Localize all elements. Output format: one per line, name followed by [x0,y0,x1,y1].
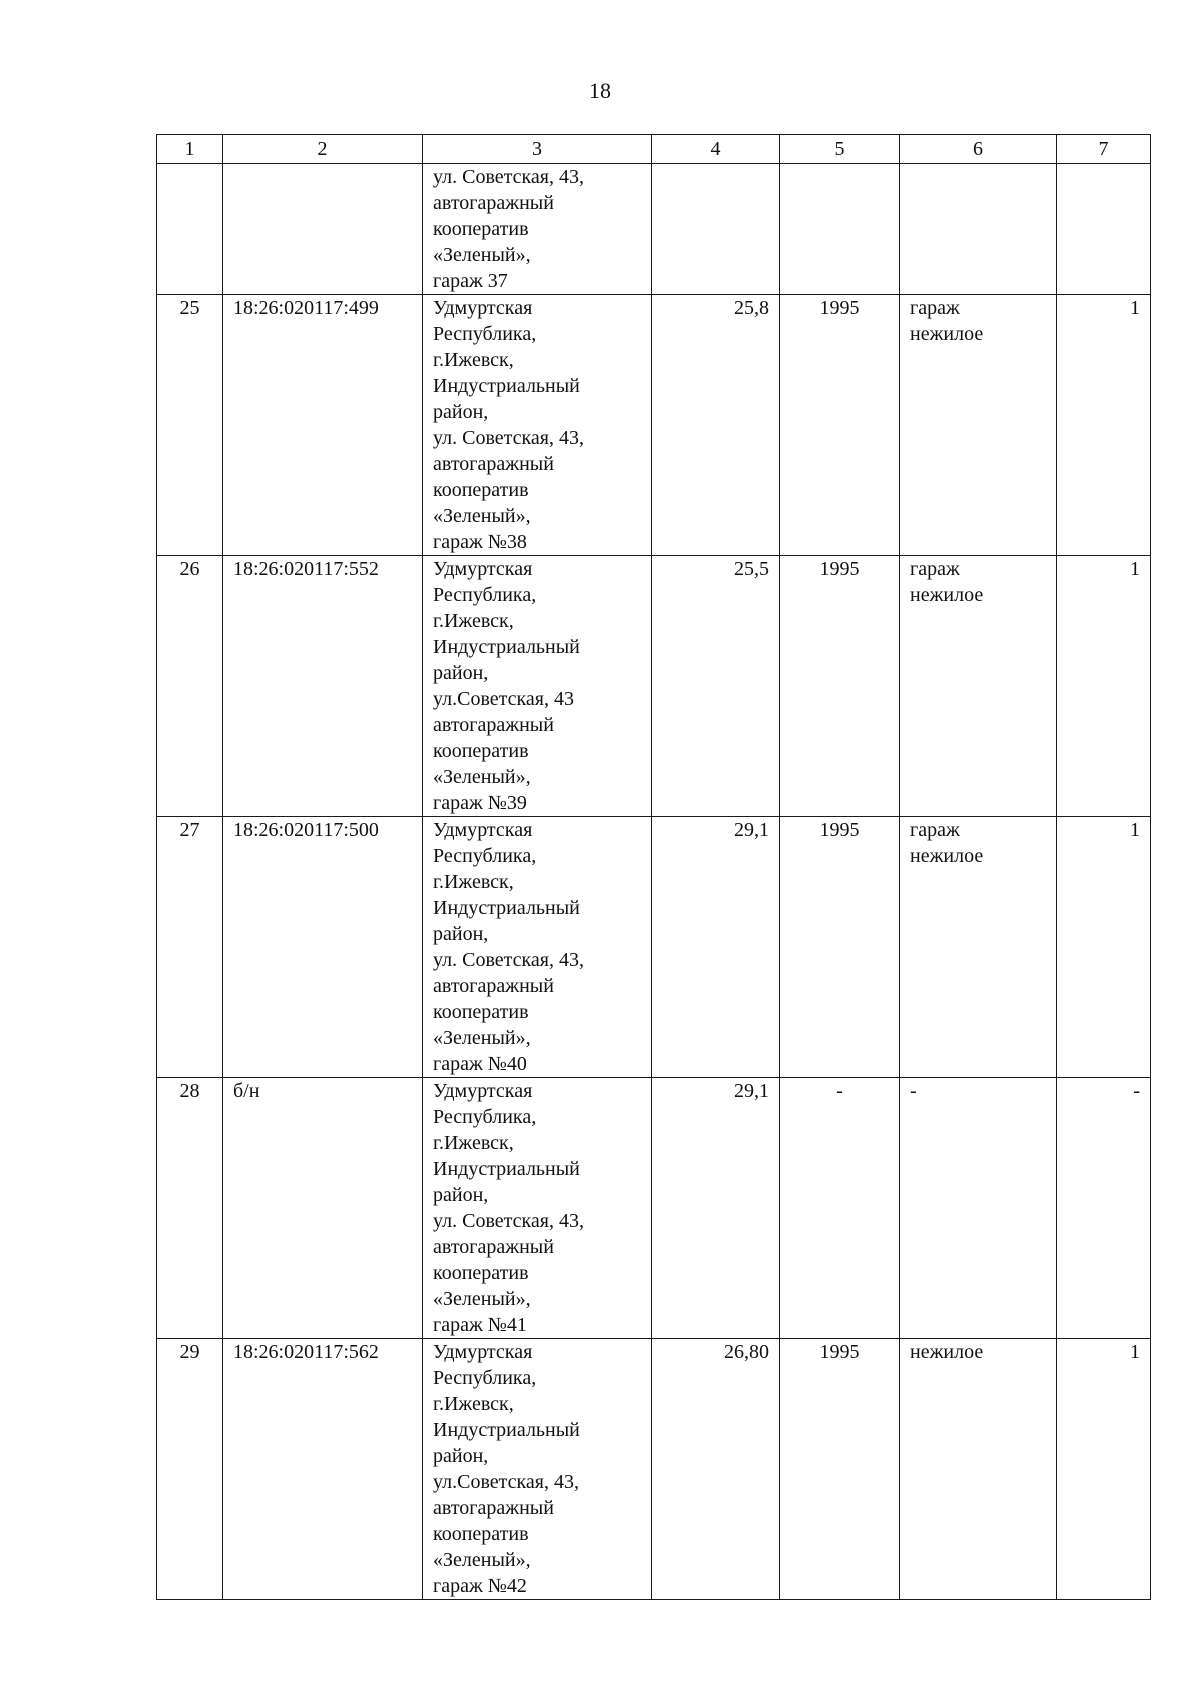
year: 1995 [780,556,900,817]
year: 1995 [780,817,900,1078]
row-number: 29 [157,1339,223,1600]
column-header-6: 6 [900,135,1057,164]
cadastral-number: 18:26:020117:499 [223,295,423,556]
purpose: гараж нежилое [900,295,1057,556]
area: 29,1 [652,1078,780,1339]
column-header-7: 7 [1057,135,1151,164]
count: 1 [1057,295,1151,556]
table-row [157,164,1151,295]
row-number: 27 [157,817,223,1078]
address: Удмуртская Республика, г.Ижевск, Индустриальный район, ул. Советская, 43, автогаражный кооператив «Зеленый», гараж №40 [423,817,652,1078]
column-header-2: 2 [223,135,423,164]
table-row [157,1339,1151,1600]
address: Удмуртская Республика, г.Ижевск, Индустриальный район, ул. Советская, 43, автогаражный кооператив «Зеленый», гараж №41 [423,1078,652,1339]
purpose: гараж нежилое [900,556,1057,817]
table-row [157,295,1151,556]
area: 29,1 [652,817,780,1078]
row-number: 26 [157,556,223,817]
count: 1 [1057,817,1151,1078]
cadastral-number: 18:26:020117:562 [223,1339,423,1600]
row-number: 25 [157,295,223,556]
table-row [157,556,1151,817]
purpose: нежилое [900,1339,1057,1600]
count: 1 [1057,556,1151,817]
address: Удмуртская Республика, г.Ижевск, Индустриальный район, ул.Советская, 43 автогаражный кооператив «Зеленый», гараж №39 [423,556,652,817]
column-header-5: 5 [780,135,900,164]
address: Удмуртская Республика, г.Ижевск, Индустриальный район, ул. Советская, 43, автогаражный кооператив «Зеленый», гараж №38 [423,295,652,556]
row-number [157,164,223,295]
year [780,164,900,295]
area: 25,5 [652,556,780,817]
column-header-1: 1 [157,135,223,164]
address: ул. Советская, 43, автогаражный кооператив «Зеленый», гараж 37 [423,164,652,295]
table-row [157,817,1151,1078]
purpose: - [900,1078,1057,1339]
address: Удмуртская Республика, г.Ижевск, Индустриальный район, ул.Советская, 43, автогаражный кооператив «Зеленый», гараж №42 [423,1339,652,1600]
table-row [157,1078,1151,1339]
column-header-3: 3 [423,135,652,164]
row-number: 28 [157,1078,223,1339]
cadastral-number [223,164,423,295]
year: 1995 [780,295,900,556]
count: - [1057,1078,1151,1339]
count: 1 [1057,1339,1151,1600]
purpose [900,164,1057,295]
area: 26,80 [652,1339,780,1600]
year: 1995 [780,1339,900,1600]
page-number: 18 [589,78,611,103]
column-header-4: 4 [652,135,780,164]
table-header-row [157,135,1151,164]
cadastral-number: б/н [223,1078,423,1339]
area [652,164,780,295]
cadastral-number: 18:26:020117:500 [223,817,423,1078]
count [1057,164,1151,295]
area: 25,8 [652,295,780,556]
purpose: гараж нежилое [900,817,1057,1078]
property-table [156,134,1151,1600]
cadastral-number: 18:26:020117:552 [223,556,423,817]
year: - [780,1078,900,1339]
